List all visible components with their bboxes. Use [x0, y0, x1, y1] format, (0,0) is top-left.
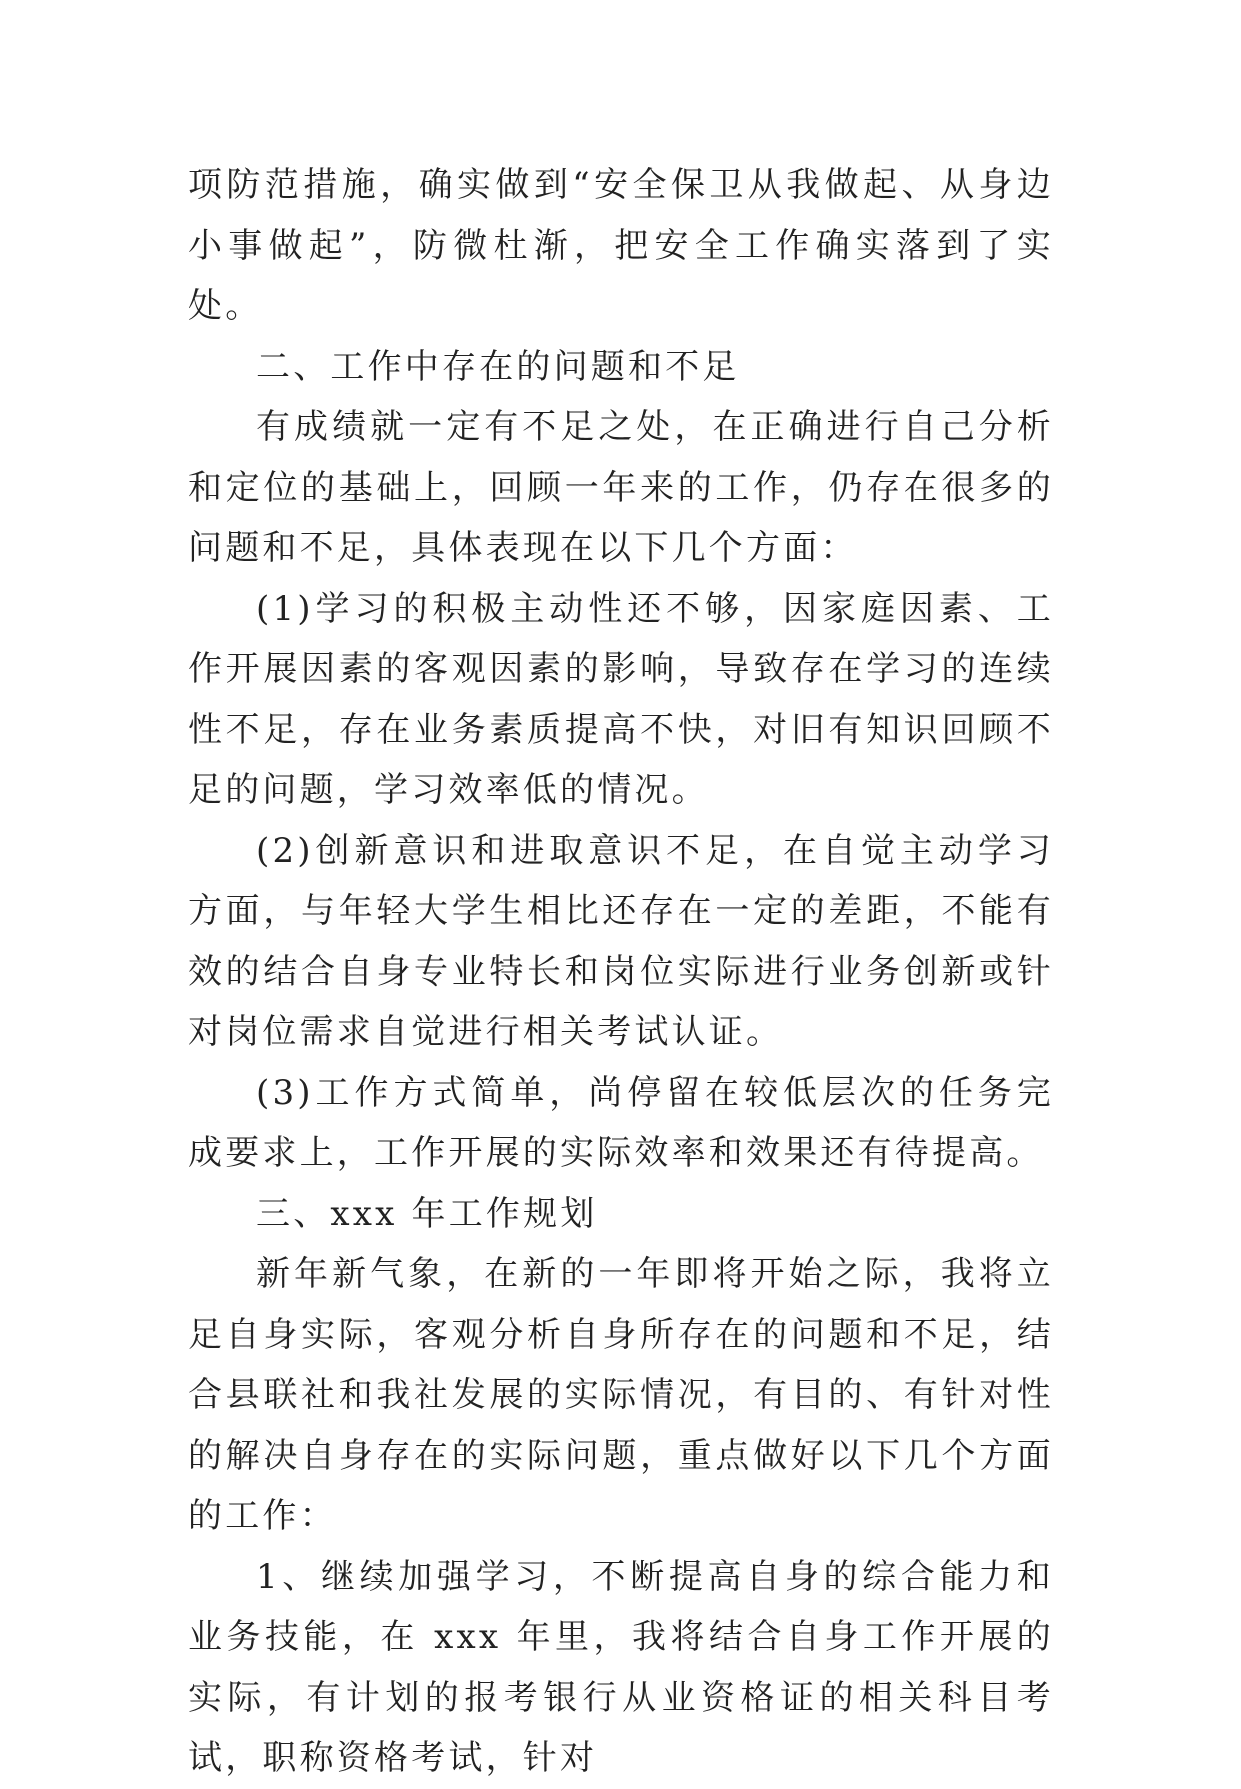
- section-heading-plan: 三、xxx 年工作规划: [256, 1193, 598, 1234]
- paragraph-problems-intro: 有成绩就一定有不足之处，在正确进行自己分析和定位的基础上，回顾一年来的工作，仍存在很多的问题和不足，具体表现在以下几个方面：: [188, 407, 1054, 568]
- paragraph-problem-2: (2)创新意识和进取意识不足，在自觉主动学习方面，与年轻大学生相比还存在一定的差距，不能有效的结合自身专业特长和岗位实际进行业务创新或针对岗位需求自觉进行相关考试认证。: [188, 830, 1054, 1052]
- document-body: [188, 155, 1054, 1789]
- paragraph-plan-intro: 新年新气象，在新的一年即将开始之际，我将立足自身实际，客观分析自身所存在的问题和不足，结合县联社和我社发展的实际情况，有目的、有针对性的解决自身存在的实际问题，重点做好以下几个方面的工作：: [188, 1254, 1054, 1536]
- paragraph-plan-item-1: 1、继续加强学习，不断提高自身的综合能力和业务技能，在 xxx 年里，我将结合自身工作开展的实际，有计划的报考银行从业资格证的相关科目考试，职称资格考试，针对: [188, 1556, 1054, 1778]
- paragraph-problem-3: (3)工作方式简单，尚停留在较低层次的任务完成要求上，工作开展的实际效率和效果还有待提高。: [188, 1072, 1054, 1173]
- section-heading-problems: 二、工作中存在的问题和不足: [256, 346, 740, 387]
- paragraph-continuation: 项防范措施，确实做到“安全保卫从我做起、从身边小事做起”，防微杜渐，把安全工作确实落到了实处。: [188, 165, 1054, 326]
- paragraph-problem-1: (1)学习的积极主动性还不够，因家庭因素、工作开展因素的客观因素的影响，导致存在学习的连续性不足，存在业务素质提高不快，对旧有知识回顾不足的问题，学习效率低的情况。: [188, 588, 1054, 810]
